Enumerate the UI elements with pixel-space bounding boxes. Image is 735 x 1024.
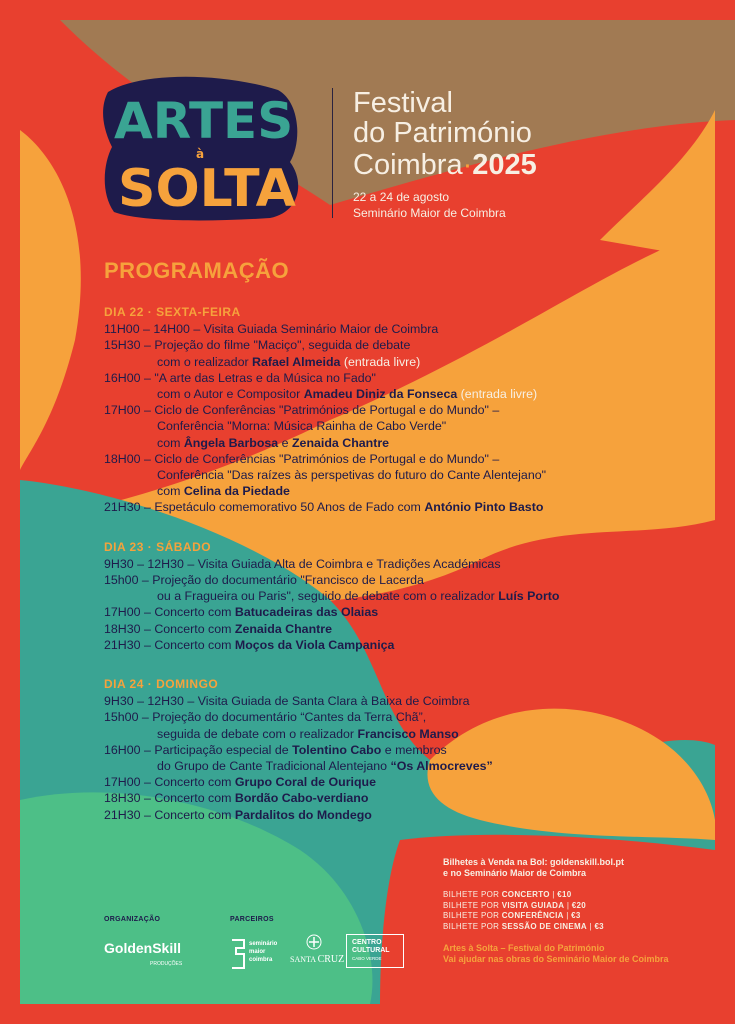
schedule-event <box>104 621 704 637</box>
event-line <box>104 605 378 619</box>
event-line <box>104 791 368 805</box>
event-text: Ciclo de Conferências "Patrimónios de Portugal e do Mundo" – <box>154 403 500 418</box>
event-highlight: Zenaida Chantre <box>234 621 332 636</box>
ticket-sep: | <box>564 900 572 910</box>
schedule-event <box>104 742 704 774</box>
event-time: 21H30 – <box>104 807 151 822</box>
partner3-line3: CABO VERDE <box>352 956 382 961</box>
festival-title-line1: Festival <box>353 87 453 119</box>
ticket-price-row <box>443 890 723 901</box>
event-line <box>104 758 704 774</box>
event-line <box>104 743 447 757</box>
logo-line2: SOLTA <box>118 159 296 219</box>
event-time: 15h00 – <box>104 710 149 725</box>
event-text: Visita Guiada Alta de Coimbra e Tradições Académicas <box>197 556 501 571</box>
event-time: 18H30 – <box>104 791 151 806</box>
event-highlight: Bordão Cabo-verdiano <box>234 791 369 806</box>
organizacao-label: ORGANIZAÇÃO <box>104 916 161 923</box>
schedule-event <box>104 337 704 369</box>
partner1-line1: seminário <box>249 941 278 947</box>
event-text: Projeção do documentário "Francisco de Lacerda <box>152 573 424 588</box>
festival-venue: Seminário Maior de Coimbra <box>353 206 506 220</box>
event-text: Concerto com <box>154 637 235 652</box>
event-line <box>104 573 424 587</box>
event-line <box>104 467 704 483</box>
event-text: Participação especial de <box>154 742 293 757</box>
day-heading: DIA 24 · DOMINGO <box>104 677 219 692</box>
event-line <box>104 808 372 822</box>
event-line <box>104 452 499 466</box>
tickets-info <box>443 857 723 965</box>
event-text: Concerto com <box>154 807 235 822</box>
day-gap <box>104 516 704 539</box>
ticket-item: CONCERTO <box>501 890 550 899</box>
partner3-line2: CULTURAL <box>352 947 390 954</box>
event-line <box>104 418 704 434</box>
event-text: Visita Guiada de Santa Clara à Baixa de Coimbra <box>197 694 470 709</box>
festival-dates <box>353 189 506 221</box>
event-text: Conferência "Das raízes às perspetivas do futuro do Cante Alentejano" <box>157 468 547 483</box>
parceiros-label: PARCEIROS <box>230 916 274 923</box>
event-text: com <box>157 484 184 499</box>
ticket-price: €3 <box>571 911 581 920</box>
event-text: Conferência "Morna: Música Rainha de Cabo Verde" <box>157 419 447 434</box>
ticket-sep: | <box>563 911 572 920</box>
event-line <box>104 322 438 336</box>
event-text: Concerto com <box>154 775 235 790</box>
event-note: (entrada livre) <box>457 387 538 402</box>
schedule-event <box>104 790 704 806</box>
event-time: 9H30 – 12H30 – <box>104 694 195 709</box>
event-time: 16H00 – <box>104 370 151 385</box>
schedule-event <box>104 402 704 451</box>
event-text: com o realizador <box>157 354 253 369</box>
event-time: 17H00 – <box>104 775 151 790</box>
event-line <box>104 338 410 352</box>
event-text: "A arte das Letras e da Música no Fado" <box>154 370 376 385</box>
ticket-item: CONFERÊNCIA <box>501 911 564 920</box>
event-line <box>104 386 704 402</box>
event-time: 15h00 – <box>104 573 149 588</box>
ticket-item: VISITA GUIADA <box>501 900 565 910</box>
partner1-line2: maior <box>249 949 266 955</box>
schedule-event <box>104 774 704 790</box>
cross-emblem-icon <box>306 934 322 950</box>
festival-city: Coimbra <box>353 149 463 181</box>
partner1-line3: coimbra <box>249 957 273 963</box>
ticket-prefix: BILHETE POR <box>443 900 502 910</box>
festival-date-range: 22 a 24 de agosto <box>353 190 450 204</box>
ticket-price-row <box>443 911 723 922</box>
event-text: Ciclo de Conferências "Patrimónios de Portugal e do Mundo" – <box>154 451 500 466</box>
tickets-sale-line1: Bilhetes à Venda na Bol: goldenskill.bol.pt <box>443 857 625 867</box>
schedule-event <box>104 556 704 572</box>
event-text: Concerto com <box>154 791 235 806</box>
event-highlight: Celina da Piedade <box>183 484 290 499</box>
header-divider <box>332 88 333 218</box>
ticket-price-row <box>443 901 723 912</box>
footnote-line1: Artes à Solta – Festival do Património <box>443 943 605 953</box>
event-line <box>104 483 704 499</box>
event-highlight: Amadeu Diniz da Fonseca <box>303 387 458 402</box>
event-highlight: Batucadeiras das Olaias <box>234 605 379 620</box>
event-text: ou a Fragueira ou Paris", seguido de debate com o realizador <box>157 589 499 604</box>
schedule-event <box>104 451 704 500</box>
festival-year: 2025 <box>472 149 537 181</box>
event-line <box>104 694 470 708</box>
event-text: com o Autor e Compositor <box>157 387 304 402</box>
event-line <box>104 622 332 636</box>
festival-title <box>353 88 532 148</box>
ticket-prefix: BILHETE POR <box>443 921 502 931</box>
event-text: e membros <box>381 742 447 757</box>
seminario-maior-logo <box>230 938 288 970</box>
schedule-event <box>104 321 704 337</box>
ticket-item: SESSÃO DE CINEMA <box>501 921 587 931</box>
event-text: do Grupo de Cante Tradicional Alentejano <box>157 759 391 774</box>
ticket-sep: | <box>549 890 558 899</box>
schedule-event <box>104 572 704 604</box>
schedule-event <box>104 807 704 823</box>
centro-cultural-logo <box>346 934 404 968</box>
event-text: Concerto com <box>154 605 235 620</box>
footnote <box>443 943 723 965</box>
event-line <box>104 371 376 385</box>
event-highlight: António Pinto Basto <box>424 500 544 515</box>
ticket-prices <box>443 890 723 932</box>
footnote-line2: Vai ajudar nas obras do Seminário Maior de Coimbra <box>443 954 669 964</box>
ticket-price-row <box>443 922 723 933</box>
ticket-price: €3 <box>594 921 604 931</box>
event-line <box>104 726 704 742</box>
event-line <box>104 557 501 571</box>
event-line <box>104 710 426 724</box>
event-text: Concerto com <box>154 621 235 636</box>
event-line <box>104 403 499 417</box>
event-time: 18H00 – <box>104 451 151 466</box>
event-time: 9H30 – 12H30 – <box>104 556 195 571</box>
day-heading: DIA 23 · SÁBADO <box>104 539 212 554</box>
festival-city-year <box>353 150 537 180</box>
ticket-prefix: BILHETE POR <box>443 911 502 920</box>
program-schedule <box>104 304 704 823</box>
event-highlight: “Os Almocreves” <box>390 759 493 774</box>
event-line <box>104 500 543 514</box>
event-line <box>104 588 704 604</box>
event-text: Projeção do filme "Maciço", seguida de debate <box>154 338 411 353</box>
event-highlight: Moços da Viola Campaniça <box>234 637 395 652</box>
ticket-sep: | <box>587 921 595 931</box>
event-highlight: Pardalitos do Mondego <box>234 807 372 822</box>
event-time: 16H00 – <box>104 742 151 757</box>
event-line <box>104 354 704 370</box>
event-highlight: Rafael Almeida <box>252 354 341 369</box>
event-text: Visita Guiada Seminário Maior de Coimbra <box>203 322 439 337</box>
dot-separator: · <box>462 149 473 181</box>
partner3-line1: CENTRO <box>352 939 382 946</box>
event-highlight: Luís Porto <box>498 589 560 604</box>
schedule-event <box>104 499 704 515</box>
event-highlight: Francisco Manso <box>357 726 459 741</box>
day-heading: DIA 22 · SEXTA-FEIRA <box>104 305 241 319</box>
goldenskill-sub: PRODUÇÕES <box>150 961 183 967</box>
partner2-a: SANTA <box>290 955 316 964</box>
schedule-event <box>104 709 704 741</box>
tickets-sale-line2: e no Seminário Maior de Coimbra <box>443 868 587 878</box>
logo-line1: ARTES <box>114 92 294 150</box>
schedule-event <box>104 370 704 402</box>
schedule-event <box>104 637 704 653</box>
ticket-price: €10 <box>557 890 572 899</box>
programacao-heading: PROGRAMAÇÃO <box>104 258 290 283</box>
event-note: (entrada livre) <box>340 354 421 369</box>
santa-cruz-logo <box>290 934 345 970</box>
event-time: 18H30 – <box>104 621 151 636</box>
event-text: e <box>278 435 292 450</box>
ticket-price: €20 <box>571 900 586 910</box>
event-highlight: Zenaida Chantre <box>291 435 390 450</box>
event-highlight: Tolentino Cabo <box>292 742 382 757</box>
event-text: Projeção do documentário “Cantes da Terra Chã”, <box>152 710 427 725</box>
ticket-prefix: BILHETE POR <box>443 890 502 899</box>
event-line <box>104 775 376 789</box>
event-text: com <box>157 435 184 450</box>
event-highlight: Ângela Barbosa <box>183 435 279 450</box>
goldenskill-logo: GoldenSkill <box>104 940 182 956</box>
event-time: 21H30 – <box>104 637 151 652</box>
festival-title-line2: do Património <box>353 117 532 149</box>
event-time: 17H00 – <box>104 403 151 418</box>
schedule-event <box>104 604 704 620</box>
event-text: Espetáculo comemorativo 50 Anos de Fado com <box>154 500 425 515</box>
partner2-b: CRUZ <box>317 954 345 965</box>
event-text: seguida de debate com o realizador <box>157 726 358 741</box>
logo-amp: à <box>196 147 205 161</box>
event-time: 11H00 – 14H00 – <box>104 322 201 337</box>
day-gap <box>104 653 704 676</box>
event-time: 21H30 – <box>104 500 151 515</box>
schedule-event <box>104 693 704 709</box>
artes-a-solta-logo <box>100 72 310 222</box>
event-highlight: Grupo Coral de Ourique <box>234 775 377 790</box>
event-time: 15H30 – <box>104 338 151 353</box>
event-time: 17H00 – <box>104 605 151 620</box>
seminario-icon <box>230 938 246 970</box>
event-line <box>104 435 704 451</box>
event-line <box>104 638 394 652</box>
